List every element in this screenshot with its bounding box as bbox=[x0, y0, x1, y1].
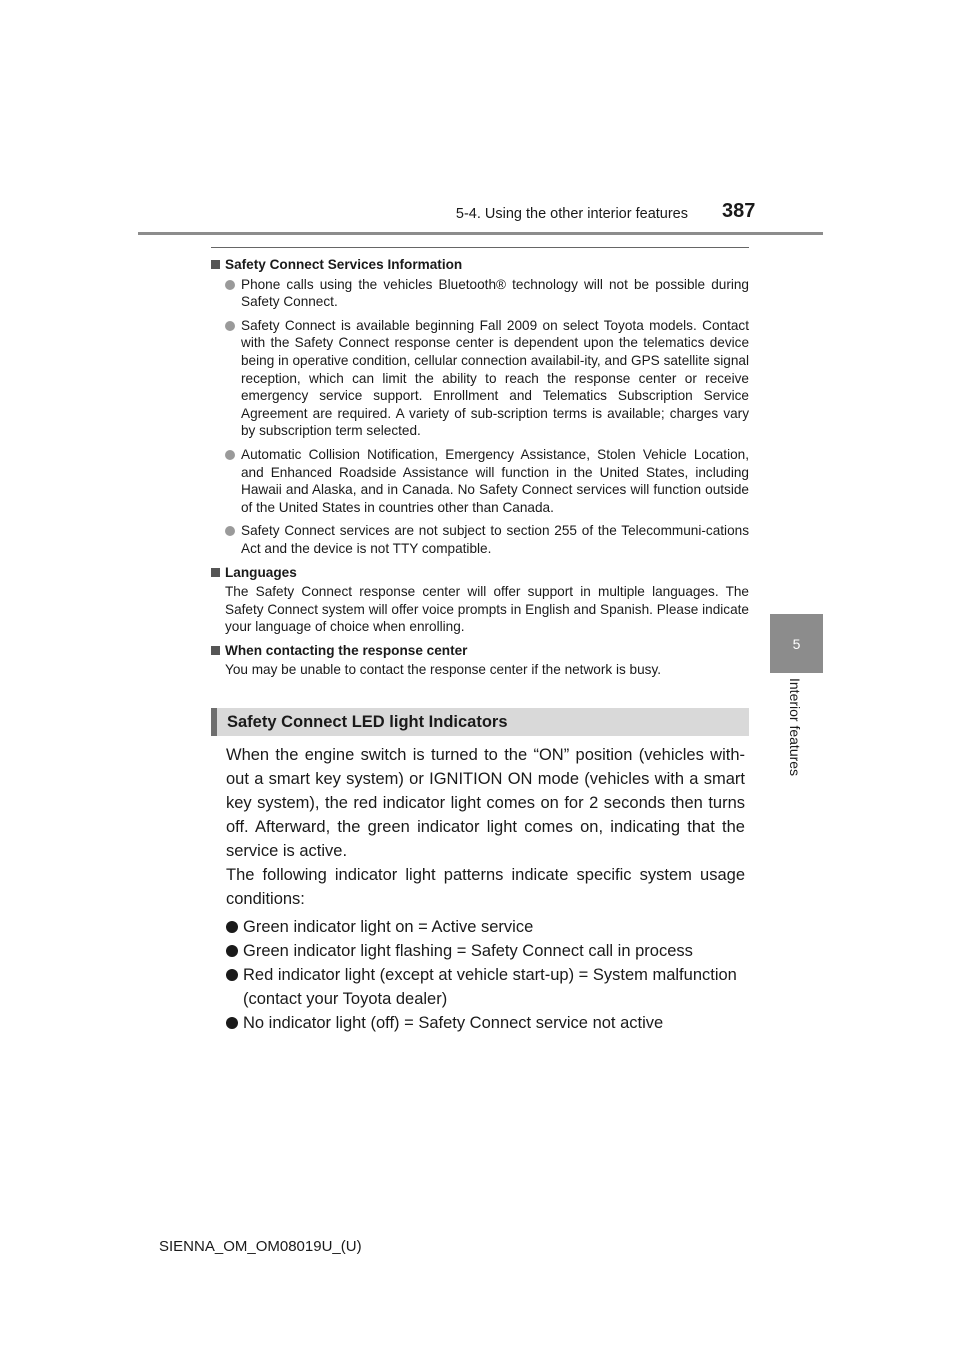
circle-bullet-icon bbox=[225, 526, 235, 536]
note-heading-text: Safety Connect Services Information bbox=[225, 257, 463, 272]
list-item-text: Green indicator light on = Active service bbox=[243, 918, 534, 936]
header-divider bbox=[138, 232, 823, 235]
square-bullet-icon bbox=[211, 646, 220, 655]
safety-info-note bbox=[211, 256, 749, 558]
notes-divider bbox=[211, 247, 749, 248]
circle-bullet-icon bbox=[225, 280, 235, 290]
notes-block bbox=[211, 256, 749, 685]
intro-paragraph: When the engine switch is turned to the “ON” position (vehicles with-out a smart key system) or IGNITION ON mode (vehicles with a smart key system), the red indicator light comes on for 2 seconds then turns off. Afterward, the green indicator light comes on, indicating that the service is active. bbox=[226, 746, 745, 860]
list-item-text: Red indicator light (except at vehicle start-up) = System malfunction (contact your Toyota dealer) bbox=[243, 966, 737, 1008]
note-paragraph: The Safety Connect response center will offer support in multiple languages. The Safety Connect system will offer voice prompts in English and Spanish. Please indicate your language of choice when enrolling. bbox=[225, 584, 749, 635]
list-item bbox=[226, 1011, 745, 1035]
chapter-label: Interior features bbox=[787, 678, 803, 777]
square-bullet-icon bbox=[211, 260, 220, 269]
indicator-pattern-list bbox=[226, 915, 745, 1035]
contacting-note bbox=[211, 642, 749, 679]
list-item bbox=[226, 939, 745, 963]
circle-bullet-icon bbox=[225, 321, 235, 331]
note-bullet bbox=[211, 276, 749, 311]
note-bullet-text: Safety Connect services are not subject to section 255 of the Telecommuni-cations Act and the device is not TTY compatible. bbox=[241, 523, 749, 556]
circle-bullet-icon bbox=[226, 969, 238, 981]
page-number: 387 bbox=[722, 200, 756, 222]
note-bullet bbox=[211, 317, 749, 440]
chapter-number: 5 bbox=[792, 635, 801, 652]
circle-bullet-icon bbox=[226, 945, 238, 957]
note-heading bbox=[211, 642, 749, 660]
section-body bbox=[226, 743, 745, 1035]
list-item bbox=[226, 963, 745, 1011]
note-bullet bbox=[211, 522, 749, 557]
running-header-section: 5-4. Using the other interior features bbox=[455, 206, 688, 222]
note-heading-text: When contacting the response center bbox=[225, 642, 468, 658]
note-heading bbox=[211, 256, 749, 274]
note-bullet-text: Phone calls using the vehicles Bluetooth® technology will not be possible during Safety Connect. bbox=[241, 276, 749, 310]
note-paragraph: You may be unable to contact the response center if the network is busy. bbox=[225, 662, 662, 678]
section-title: Safety Connect LED light Indicators bbox=[211, 708, 749, 736]
languages-note bbox=[211, 564, 749, 636]
circle-bullet-icon bbox=[226, 1017, 238, 1029]
note-heading bbox=[211, 564, 749, 582]
note-bullet-text: Safety Connect is available beginning Fall 2009 on select Toyota models. Contact with the Safety Connect response center is dependent upon the telematics device being in operative condition, cellular connection availabil-ity, and GPS satellite signal reception, which can limit the ability to reach the response center or receive emergency service support. Enrollment and Telematics Subscription Service Agreement are required. A variety of sub-scription terms is available; charges vary by subscription term selected. bbox=[241, 317, 749, 439]
note-heading-text: Languages bbox=[225, 564, 297, 580]
square-bullet-icon bbox=[211, 568, 220, 577]
patterns-intro-paragraph: The following indicator light patterns indicate specific system usage conditions: bbox=[226, 866, 745, 908]
circle-bullet-icon bbox=[225, 450, 235, 460]
list-item-text: No indicator light (off) = Safety Connect service not active bbox=[243, 1014, 664, 1032]
list-item bbox=[226, 915, 745, 939]
note-bullet-text: Automatic Collision Notification, Emergency Assistance, Stolen Vehicle Location, and Enhanced Roadside Assistance will function in the United States, including Hawaii and Alaska, and in Canada. No Safety Connect services will function outside of the United States in countries other than Canada. bbox=[241, 446, 749, 515]
chapter-tab[interactable] bbox=[770, 614, 823, 673]
document-code: SIENNA_OM_OM08019U_(U) bbox=[159, 1238, 362, 1255]
circle-bullet-icon bbox=[226, 921, 238, 933]
list-item-text: Green indicator light flashing = Safety Connect call in process bbox=[243, 942, 693, 960]
note-bullet bbox=[211, 446, 749, 516]
